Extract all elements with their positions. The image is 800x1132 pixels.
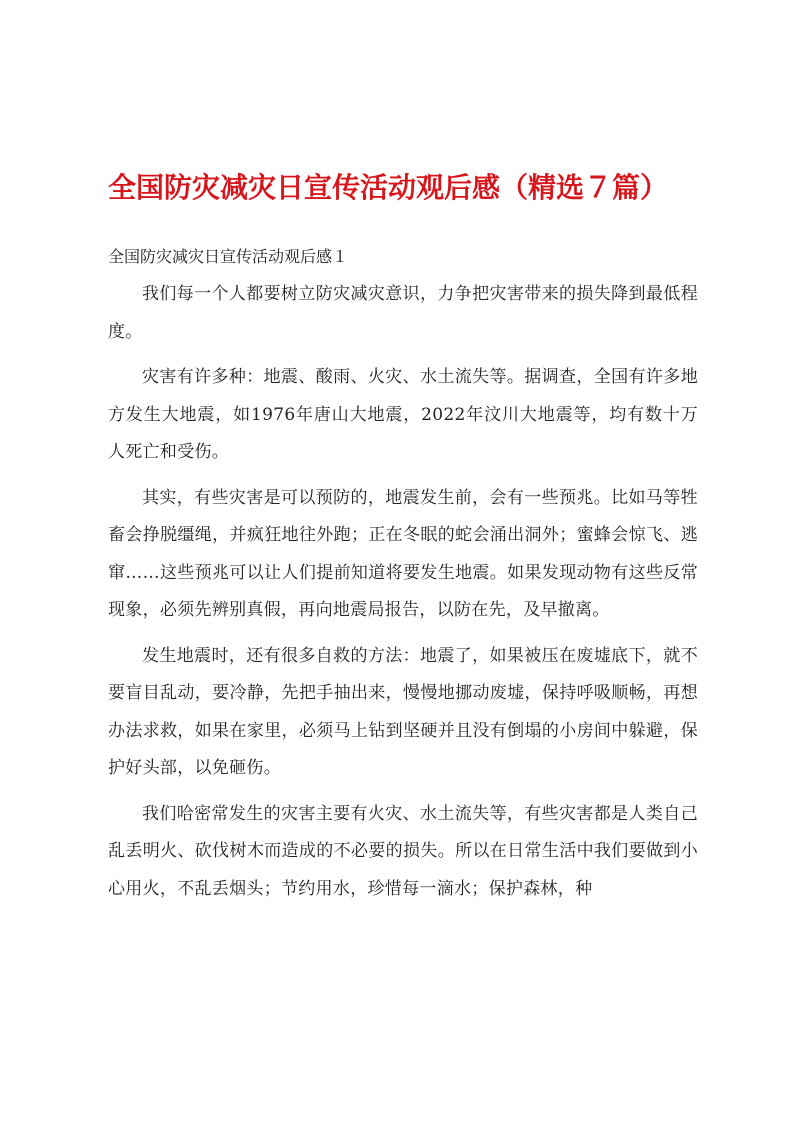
paragraph: 灾害有许多种：地震、酸雨、火灾、水土流失等。据调查，全国有许多地方发生大地震，如1976年唐山大地震，2022年汶川大地震等，均有数十万人死亡和受伤。 [108,367,698,462]
paragraph: 发生地震时，还有很多自救的方法：地震了，如果被压在废墟底下，就不要盲目乱动，要冷静，先把手抽出来，慢慢地挪动废墟，保持呼吸顺畅，再想办法求救，如果在家里，必须马上钻到坚硬并且没有倒塌的小房间中躲避，保护好头部，以免砸伤。 [108,645,698,778]
paragraph: 我们每一个人都要树立防灾减灾意识，力争把灾害带来的损失降到最低程度。 [108,284,698,342]
document-title: 全国防灾减灾日宣传活动观后感（精选７篇） [108,171,669,204]
section-heading: 全国防灾减灾日宣传活动观后感１ [108,247,349,266]
document-body [108,242,698,916]
paragraph: 我们哈密常发生的灾害主要有火灾、水土流失等，有些灾害都是人类自己乱丢明火、砍伐树木而造成的不必要的损失。所以在日常生活中我们要做到小心用火，不乱丢烟头；节约用水，珍惜每一滴水；保护森林，种 [108,803,698,899]
paragraph: 其实，有些灾害是可以预防的，地震发生前，会有一些预兆。比如马等牲畜会挣脱缰绳，并疯狂地往外跑；正在冬眠的蛇会涌出洞外；蜜蜂会惊飞、逃窜……这些预兆可以让人们提前知道将要发生地震。如果发现动物有这些反常现象，必须先辨别真假，再向地震局报告，以防在先，及早撤离。 [108,487,698,620]
